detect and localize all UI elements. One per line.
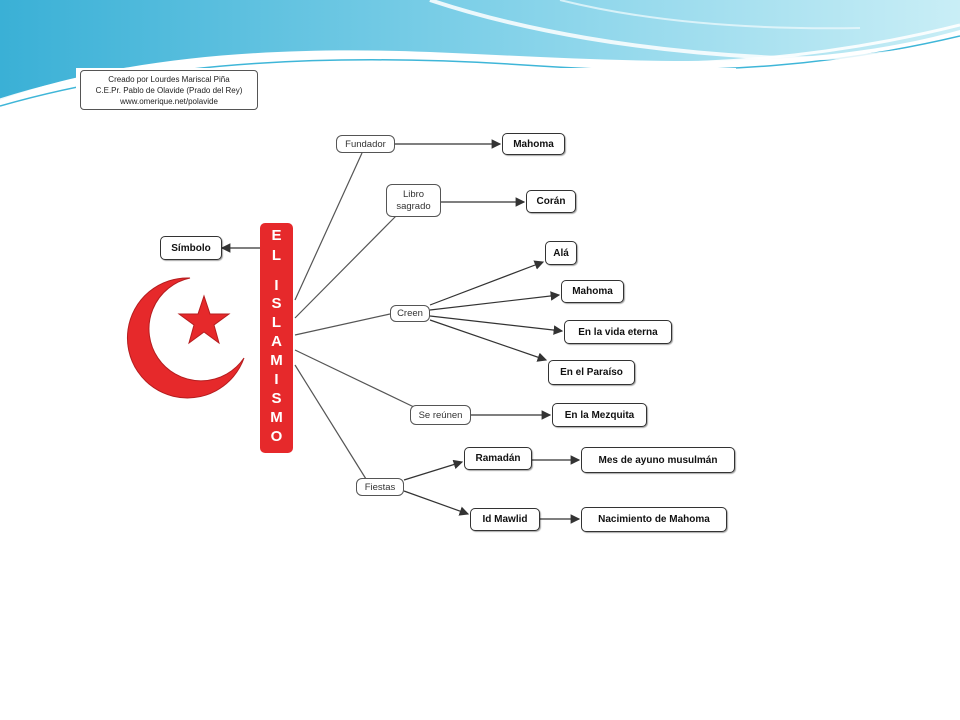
link-fundador: Fundador [336, 135, 395, 153]
concept-vida-eterna: En la vida eterna [564, 320, 672, 344]
symbol-node: Símbolo [160, 236, 222, 260]
title-letter: S [271, 295, 282, 312]
title-letter: L [271, 314, 282, 331]
credit-line-1: Creado por Lourdes Mariscal Piña [108, 75, 230, 84]
concept-coran: Corán [526, 190, 576, 213]
link-creen: Creen [390, 305, 430, 322]
title-letter: A [271, 333, 282, 350]
title-letter: L [271, 247, 282, 264]
credit-box [80, 70, 258, 110]
title-letter: I [274, 371, 279, 388]
title-letter: I [274, 277, 279, 294]
concept-ala: Alá [545, 241, 577, 265]
concept-ramadan: Ramadán [464, 447, 532, 470]
link-libro-sagrado: Libro sagrado [386, 184, 441, 217]
concept-mezquita: En la Mezquita [552, 403, 647, 427]
title-letter: M [270, 409, 283, 426]
concept-paraiso: En el Paraíso [548, 360, 635, 385]
concept-mes-de-ayuno: Mes de ayuno musulmán [581, 447, 735, 473]
credit-line-3: www.omerique.net/polavide [120, 97, 218, 106]
concept-nacimiento-de-mahoma: Nacimiento de Mahoma [581, 507, 727, 532]
title-bar [260, 223, 293, 453]
title-letter: S [271, 390, 282, 407]
link-fiestas: Fiestas [356, 478, 404, 496]
concept-mahoma-creen: Mahoma [561, 280, 624, 303]
title-letter: O [270, 428, 283, 445]
credit-line-2: C.E.Pr. Pablo de Olavide (Prado del Rey) [95, 86, 243, 95]
title-letter: M [270, 352, 283, 369]
title-letter: E [271, 227, 282, 244]
concept-id-mawlid: Id Mawlid [470, 508, 540, 531]
link-se-reunen: Se reúnen [410, 405, 471, 425]
crescent-star-icon [118, 270, 250, 402]
concept-mahoma-fundador: Mahoma [502, 133, 565, 155]
